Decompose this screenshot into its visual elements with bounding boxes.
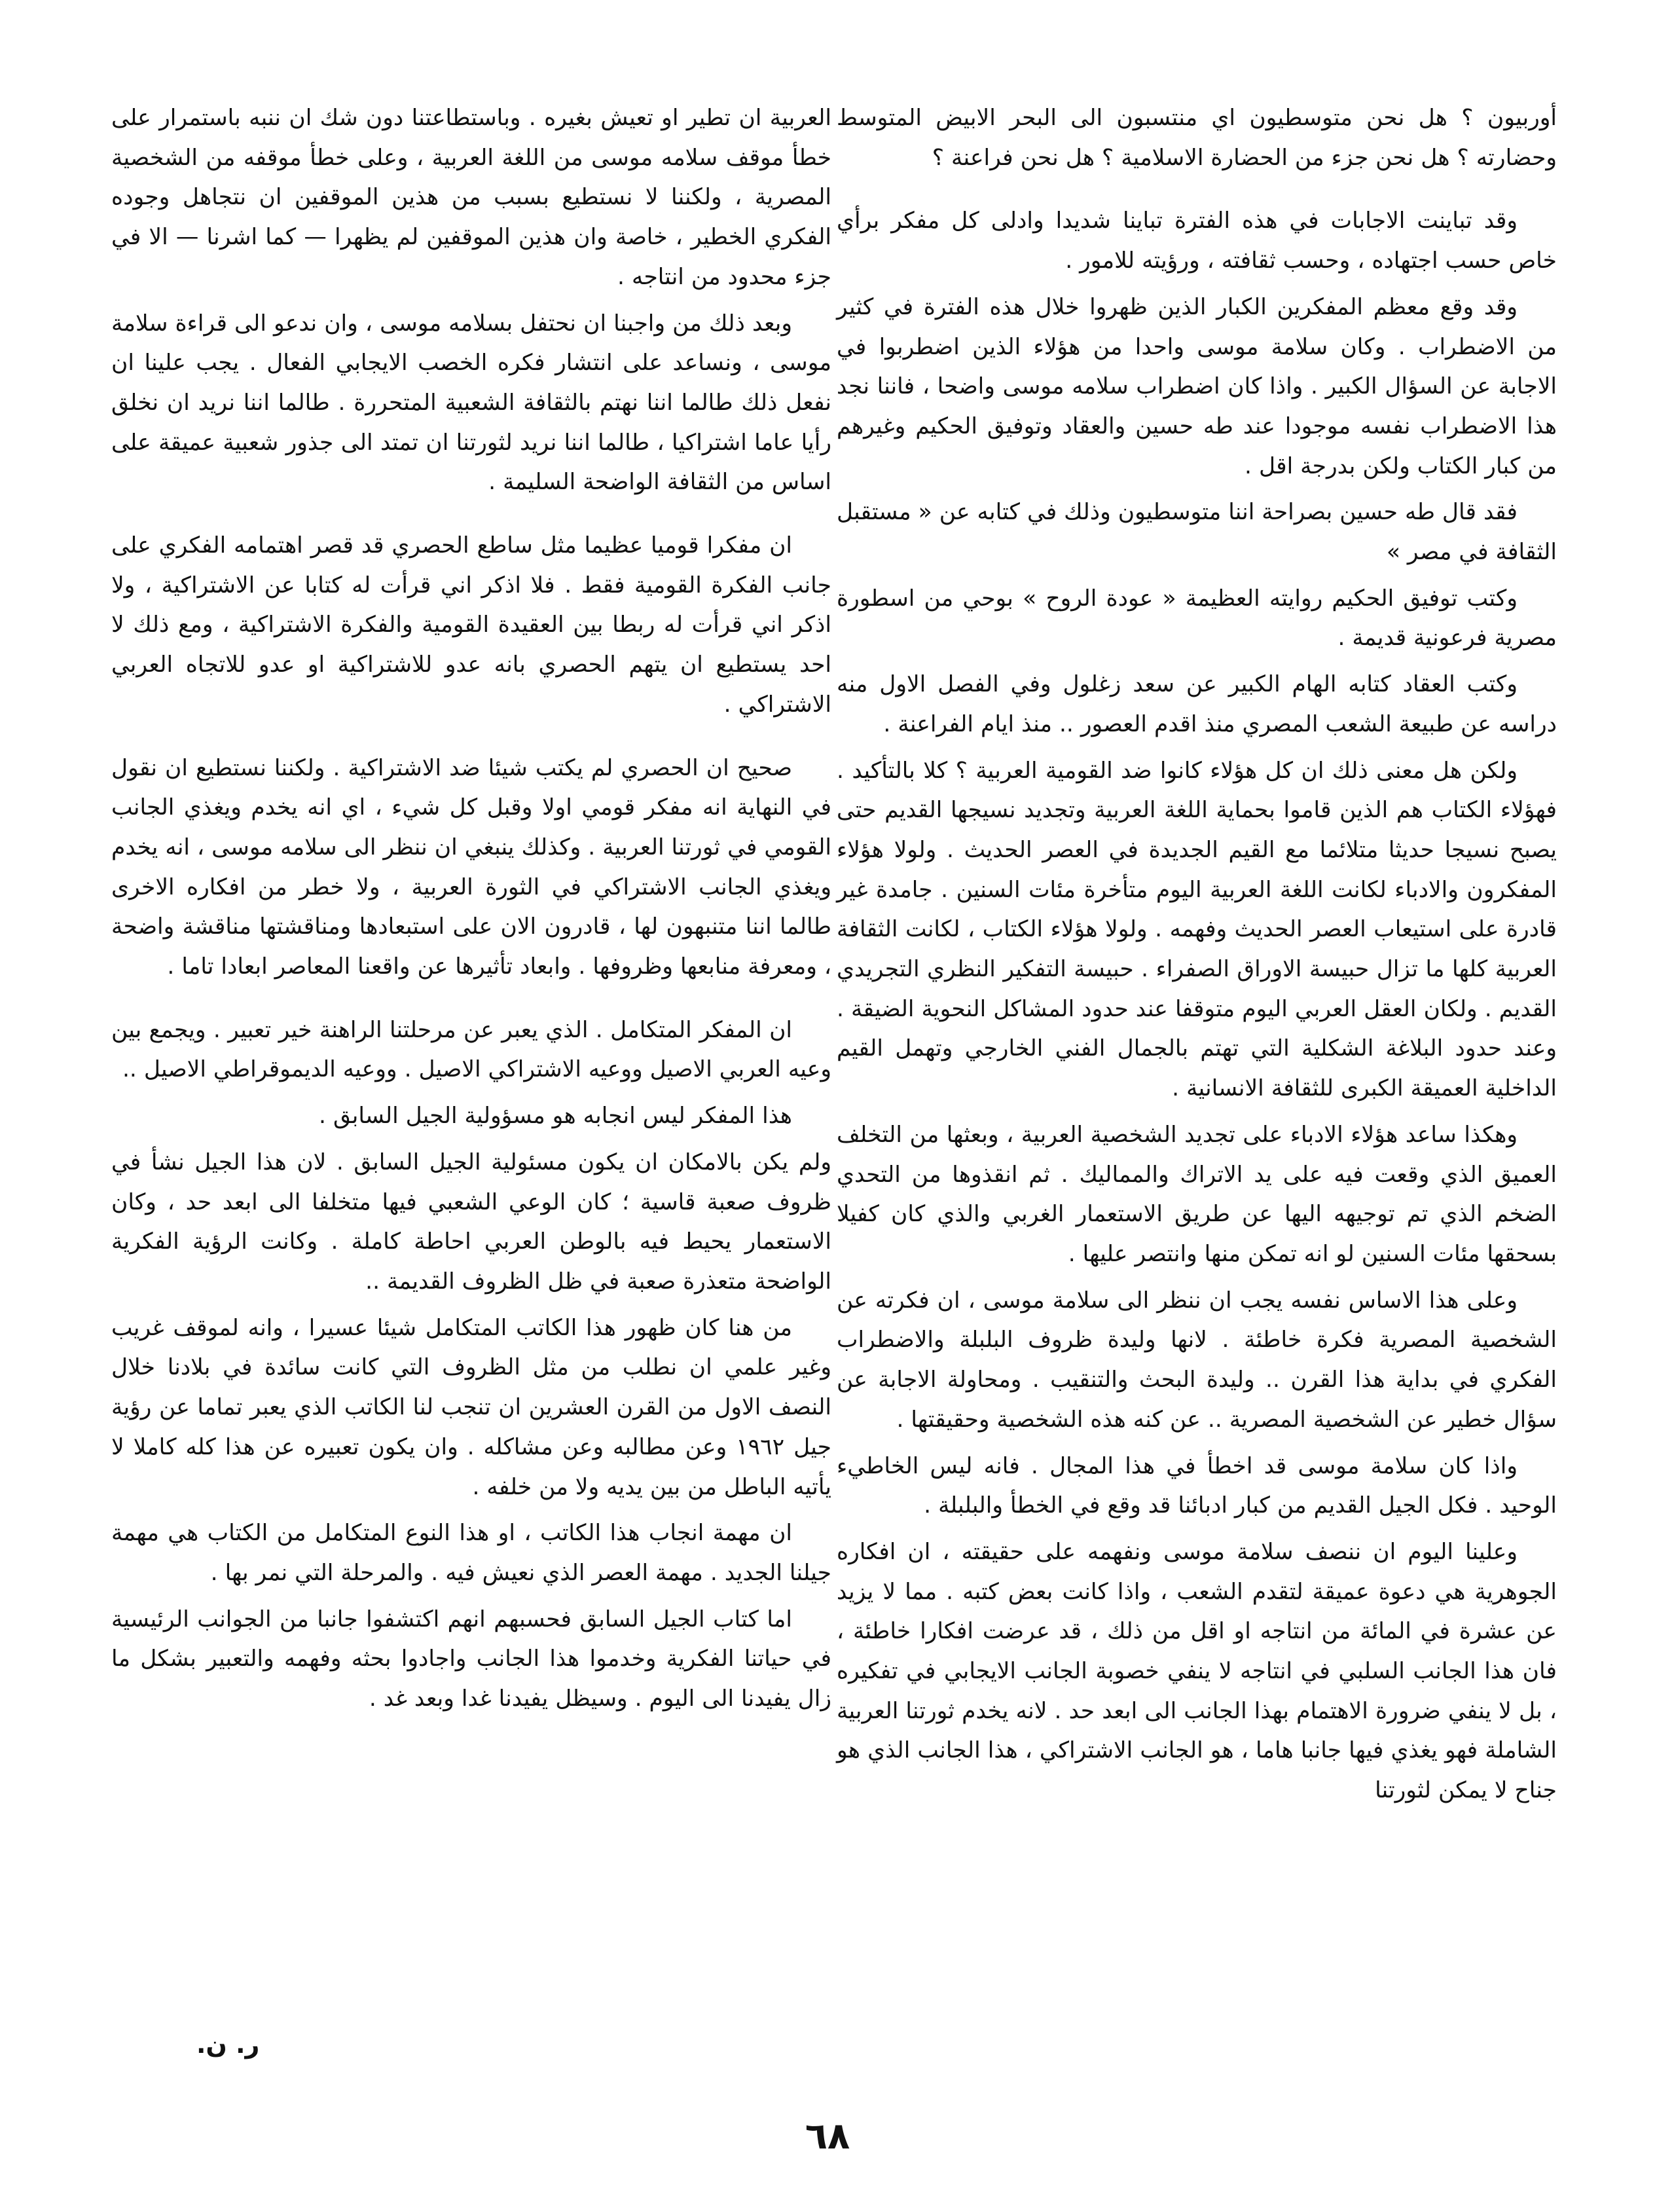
- paragraph: وقد تباينت الاجابات في هذه الفترة تباينا شديدا وادلى كل مفكر برأي خاص حسب اجتهاده ، وحسب ثقافته ، ورؤيته للامور .: [837, 208, 1557, 274]
- paragraph: وعلى هذا الاساس نفسه يجب ان ننظر الى سلامة موسى ، ان فكرته عن الشخصية المصرية فكرة خاطئة . لانها وليدة ظروف البلبلة والاضطراب الفكري في بداية هذا القرن .. وليدة البحث والتنقيب . ومحاولة الاجابة عن سؤال خطير عن الشخصية المصرية .. عن كنه هذه الشخصية وحقيقتها .: [837, 1287, 1557, 1433]
- paragraph: صحيح ان الحصري لم يكتب شيئا ضد الاشتراكية . ولكننا نستطيع ان نقول في النهاية انه مفكر قومي اولا وقبل كل شيء ، اي انه يخدم ويغذي الجانب القومي في ثورتنا العربية . وكذلك ينبغي ان ننظر الى سلامه موسى ، انه يخدم ويغذي الجانب الاشتراكي في الثورة العربية ، ولا خطر من افكاره الاخرى طالما اننا متنبهون لها ، قادرون الان على استبعادها ومناقشتها مناقشة واضحة ، ومعرفة منابعها وظروفها . وابعاد تأثيرها عن واقعنا المعاصر ابعادا تاما .: [111, 754, 831, 980]
- paragraph: فقد قال طه حسين بصراحة اننا متوسطيون وذلك في كتابه عن « مستقبل الثقافة في مصر »: [837, 499, 1557, 566]
- paragraph: ان مهمة انجاب هذا الكاتب ، او هذا النوع المتكامل من الكتاب هي مهمة جيلنا الجديد . مهمة العصر الذي نعيش فيه . والمرحلة التي نمر بها .: [111, 1520, 831, 1586]
- paragraph: وكتب العقاد كتابه الهام الكبير عن سعد زغلول وفي الفصل الاول منه دراسه عن طبيعة الشعب المصري منذ اقدم العصور .. منذ ايام الفراعنة .: [837, 671, 1557, 737]
- paragraph: واذا كان سلامة موسى قد اخطأ في هذا المجال . فانه ليس الخاطيء الوحيد . فكل الجيل القديم من كبار ادبائنا قد وقع في الخطأ والبلبلة .: [837, 1452, 1557, 1519]
- author-signature: ر. ن.: [196, 2030, 260, 2059]
- page-number: ٦٨: [805, 2115, 850, 2158]
- paragraph: وكتب توفيق الحكيم روايته العظيمة « عودة الروح » بوحي من اسطورة مصرية فرعونية قديمة .: [837, 585, 1557, 652]
- paragraph: من هنا كان ظهور هذا الكاتب المتكامل شيئا عسيرا ، وانه لموقف غريب وغير علمي ان نطلب من مثل الظروف التي كانت سائدة في بلادنا خلال النصف الاول من القرن العشرين ان تنجب لنا الكاتب الذي يعبر تماما عن رؤية جيل ١٩٦٢ وعن مطالبه وعن مشاكله . وان يكون تعبيره عن هذا كله كاملا لا يأتيه الباطل من بين يديه ولا من خلفه .: [111, 1314, 831, 1500]
- paragraph: هذا المفكر ليس انجابه هو مسؤولية الجيل السابق .: [319, 1103, 792, 1130]
- paragraph: ولم يكن بالامكان ان يكون مسئولية الجيل السابق . لان هذا الجيل نشأ في ظروف صعبة قاسية ؛ كان الوعي الشعبي فيها متخلفا الى ابعد حد ، وكان الاستعمار يحيط فيه بالوطن العربي احاطة كاملة . وكانت الرؤية الفكرية الواضحة متعذرة صعبة في ظل الظروف القديمة ..: [111, 1149, 831, 1295]
- paragraph: العربية ان تطير او تعيش بغيره . وباستطاعتنا دون شك ان ننبه باستمرار على خطأ موقف سلامه موسى من اللغة العربية ، وعلى خطأ موقفه من الشخصية المصرية ، ولكننا لا نستطيع بسبب من هذين الموقفين ان نتجاهل وجوده الفكري الخطير ، خاصة وان هذين الموقفين لم يظهرا — كما اشرنا — الا في جزء محدود من انتاجه .: [111, 105, 831, 290]
- article-column-right: [837, 98, 1557, 1817]
- paragraph: وعلينا اليوم ان ننصف سلامة موسى ونفهمه على حقيقته ، ان افكاره الجوهرية هي دعوة عميقة لتقدم الشعب ، واذا كانت بعض كتبه . مما لا يزيد عن عشرة في المائة من انتاجه او اقل من ذلك ، قد عرضت افكارا خاطئة ، فان هذا الجانب السلبي في انتاجه لا ينفي خصوبة الجانب الايجابي في تفكيره ، بل لا ينفي ضرورة الاهتمام بهذا الجانب الى ابعد حد . لانه يخدم ثورتنا العربية الشاملة فهو يغذي فيها جانبا هاما ، هو الجانب الاشتراكي ، هذا الجانب الذي هو جناح لا يمكن لثورتنا: [837, 1538, 1557, 1804]
- paragraph: ان المفكر المتكامل . الذي يعبر عن مرحلتنا الراهنة خير تعبير . ويجمع بين وعيه العربي الاصيل ووعيه الاشتراكي الاصيل . ووعيه الديموقراطي الاصيل ..: [111, 1016, 831, 1083]
- paragraph: وقد وقع معظم المفكرين الكبار الذين ظهروا خلال هذه الفترة في كثير من الاضطراب . وكان سلامة موسى واحدا من هؤلاء الذين اضطربوا في الاجابة عن السؤال الكبير . واذا كان اضطراب سلامه موسى واضحا ، فاننا نجد هذا الاضطراب نفسه موجودا عند طه حسين والعقاد وتوفيق الحكيم وغيرهم من كبار الكتاب ولكن بدرجة اقل .: [837, 293, 1557, 479]
- paragraph: اما كتاب الجيل السابق فحسبهم انهم اكتشفوا جانبا من الجوانب الرئيسية في حياتنا الفكرية وخدموا هذا الجانب واجادوا بحثه وفهمه والتعبير بشكل ما زال يفيدنا الى اليوم . وسيظل يفيدنا غدا وبعد غد .: [111, 1606, 831, 1712]
- paragraph: أوربيون ؟ هل نحن متوسطيون اي منتسبون الى البحر الابيض المتوسط وحضارته ؟ هل نحن جزء من الحضارة الاسلامية ؟ هل نحن فراعنة ؟: [837, 105, 1557, 171]
- paragraph: ولكن هل معنى ذلك ان كل هؤلاء كانوا ضد القومية العربية ؟ كلا بالتأكيد . فهؤلاء الكتاب هم الذين قاموا بحماية اللغة العربية وتجديد نسيجها القديم حتى يصبح نسيجا حديثا متلائما مع القيم الجديدة في العصر الحديث . ولولا هؤلاء المفكرون والادباء لكانت اللغة العربية اليوم متأخرة مئات السنين . جامدة غير قادرة على استيعاب العصر الحديث وفهمه . ولولا هؤلاء الكتاب ، لكانت الثقافة العربية كلها ما تزال حبيسة الاوراق الصفراء . حبيسة التفكير النظري التجريدي القديم . ولكان العقل العربي اليوم متوقفا عند حدود المشاكل النحوية الضيقة . وعند حدود البلاغة الشكلية التي تهتم بالجمال الفني الخارجي وتهمل القيم الداخلية العميقة الكبرى للثقافة الانسانية .: [837, 757, 1557, 1102]
- paragraph: ان مفكرا قوميا عظيما مثل ساطع الحصري قد قصر اهتمامه الفكري على جانب الفكرة القومية فقط . فلا اذكر اني قرأت له كتابا عن الاشتراكية ، ولا اذكر اني قرأت له ربطا بين العقيدة القومية والفكرة الاشتراكية ، ومع ذلك لا احد يستطيع ان يتهم الحصري بانه عدو للاشتراكية او عدو للاتجاه العربي الاشتراكي .: [111, 532, 831, 718]
- paragraph: وهكذا ساعد هؤلاء الادباء على تجديد الشخصية العربية ، وبعثها من التخلف العميق الذي وقعت فيه على يد الاتراك والمماليك . ثم انقذوها من التحدي الضخم الذي تم توجيهه اليها عن طريق الاستعمار الغربي والذي كان كفيلا بسحقها مئات السنين لو انه تمكن منها وانتصر عليها .: [837, 1121, 1557, 1267]
- paragraph: وبعد ذلك من واجبنا ان نحتفل بسلامه موسى ، وان ندعو الى قراءة سلامة موسى ، ونساعد على انتشار فكره الخصب الايجابي الفعال . يجب علينا ان نفعل ذلك طالما اننا نهتم بالثقافة الشعبية المتحررة . طالما اننا نريد ان نخلق رأيا عاما اشتراكيا ، طالما اننا نريد لثورتنا ان تمتد الى جذور شعبية عميقة على اساس من الثقافة الواضحة السليمة .: [111, 310, 831, 496]
- article-column-left: [111, 98, 831, 1725]
